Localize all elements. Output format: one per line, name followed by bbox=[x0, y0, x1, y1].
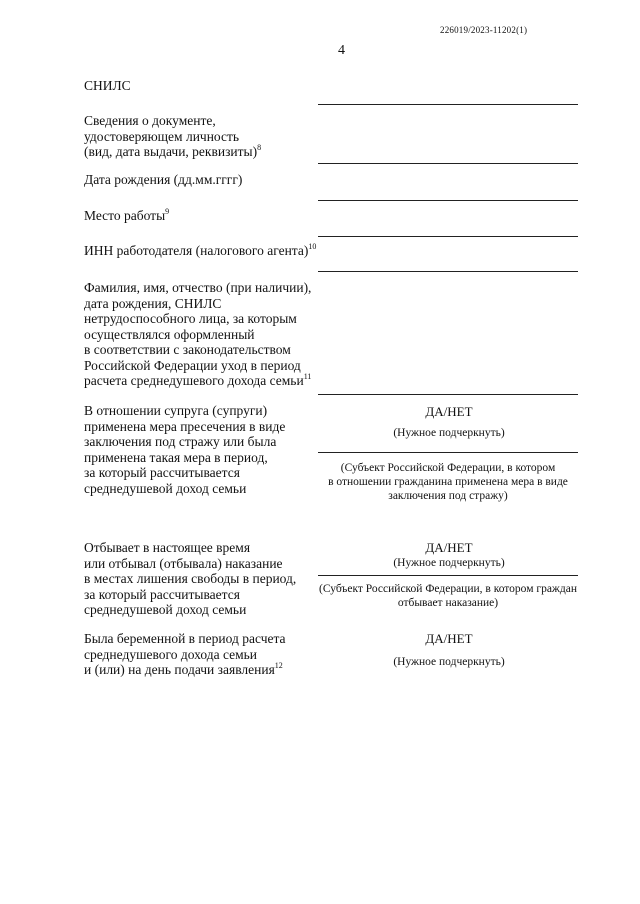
imprisonment-region-hint: (Субъект Российской Федерации, в котором граждан отбывает наказание) bbox=[319, 583, 577, 609]
footnote-marker: 9 bbox=[165, 207, 170, 216]
snils-line[interactable] bbox=[318, 104, 578, 105]
disabled-person-label: Фамилия, имя, отчество (при наличии), дата рождения, СНИЛС нетрудоспособного лица, за которым осуществлялся оформленный в соответствии с законодательством Российской Федерации уход в период расчета среднедушевого дохода семьи$^{11}$ bbox=[84, 280, 312, 388]
spouse-detention-region-line[interactable] bbox=[318, 452, 578, 453]
page-number: 4 bbox=[338, 43, 345, 58]
spouse-detention-label: В отношении супруга (супруги) применена мера пресечения в виде заключения под стражу или была применена такая мера в период, за который рассчитывается среднедушевой доход семьи bbox=[84, 403, 286, 496]
imprisonment-hint: (Нужное подчеркнуть) bbox=[393, 557, 505, 569]
disabled-person-line[interactable] bbox=[318, 394, 578, 395]
footnote-marker: 12 bbox=[274, 661, 283, 670]
pregnancy-hint: (Нужное подчеркнуть) bbox=[393, 656, 505, 668]
document-id: 226019/2023-11202(1) bbox=[440, 25, 528, 35]
employer-inn-line[interactable] bbox=[318, 271, 578, 272]
spouse-detention-answer[interactable]: ДА/НЕТ bbox=[425, 404, 473, 419]
imprisonment-region-line[interactable] bbox=[318, 575, 578, 576]
pregnancy-label: Была беременной в период расчета среднедушевого дохода семьи и (или) на день подачи заявления$^{12}$ bbox=[84, 631, 286, 677]
spouse-detention-region-hint: (Субъект Российской Федерации, в котором в отношении гражданина применена мера в виде заключения под стражу) bbox=[328, 462, 568, 502]
imprisonment-label: Отбывает в настоящее время или отбывал (отбывала) наказание в местах лишения свободы в период, за который рассчитывается среднедушевой доход семьи bbox=[84, 540, 297, 617]
footnote-marker: 8 bbox=[257, 143, 262, 152]
spouse-detention-hint: (Нужное подчеркнуть) bbox=[393, 427, 505, 439]
footnote-marker: 11 bbox=[303, 372, 312, 381]
footnote-marker: 10 bbox=[308, 242, 317, 251]
id-document-line[interactable] bbox=[318, 163, 578, 164]
pregnancy-answer[interactable]: ДА/НЕТ bbox=[425, 631, 473, 646]
imprisonment-answer[interactable]: ДА/НЕТ bbox=[425, 540, 473, 555]
id-document-label: Сведения о документе, удостоверяющем личность (вид, дата выдачи, реквизиты)$^8$ bbox=[84, 113, 262, 159]
birth-date-label: Дата рождения (дд.мм.гггг) bbox=[84, 172, 243, 187]
workplace-line[interactable] bbox=[318, 236, 578, 237]
snils-label: СНИЛС bbox=[84, 78, 131, 93]
workplace-label: Место работы$^9$ bbox=[84, 207, 170, 223]
employer-inn-label: ИНН работодателя (налогового агента)$^{10}$ bbox=[84, 242, 317, 258]
birth-date-line[interactable] bbox=[318, 200, 578, 201]
